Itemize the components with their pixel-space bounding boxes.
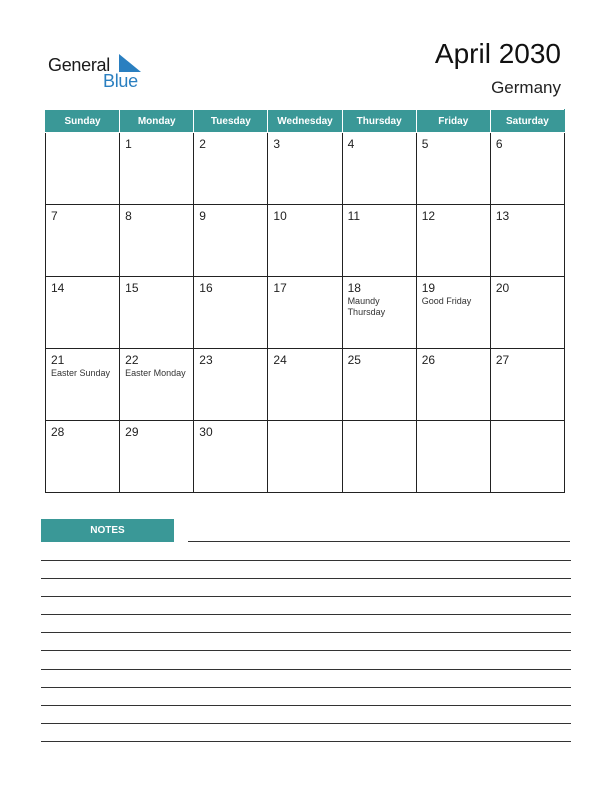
day-number: 26 [421,353,436,367]
day-number: 18 [347,281,361,295]
week-row [46,205,565,277]
day-number: 7 [51,209,58,223]
day-cell [194,133,268,205]
week-row [46,133,565,205]
note-line [41,723,571,724]
week-row [46,277,565,349]
day-cell [416,277,490,349]
logo-text-blue: Blue [103,71,138,91]
weekday-wednesday: Wednesday [268,110,342,133]
week-row [46,421,565,493]
day-number: 22 [125,353,139,367]
day-number: 19 [421,281,436,295]
day-cell [342,349,416,421]
day-cell [268,349,342,421]
notes-header: NOTES [41,519,174,542]
day-cell [490,133,564,205]
day-number: 30 [199,425,213,439]
day-number: 11 [347,209,361,223]
day-number: 13 [495,209,510,223]
day-cell [120,349,194,421]
holiday-label: Easter Sunday [51,368,111,378]
weekday-monday: Monday [120,110,194,133]
note-line [41,596,571,597]
day-cell [490,205,564,277]
day-cell [416,421,490,493]
day-number: 12 [421,209,436,223]
day-number: 4 [347,137,355,151]
day-number: 29 [125,425,139,439]
day-number: 24 [273,353,287,367]
day-number: 6 [495,137,503,151]
day-number: 9 [199,209,206,223]
weekday-friday: Friday [416,110,490,133]
note-line [188,541,570,542]
note-line [41,669,571,670]
country-subtitle: Germany [491,78,561,97]
day-cell [194,205,268,277]
day-cell [268,421,342,493]
weekday-saturday: Saturday [490,110,564,133]
day-number: 16 [199,281,213,295]
day-cell [268,133,342,205]
day-cell [490,277,564,349]
note-line [41,705,571,706]
note-line [41,741,571,742]
day-cell [268,277,342,349]
day-cell [120,205,194,277]
day-number: 21 [51,353,65,367]
day-number: 3 [273,137,281,151]
day-cell [416,205,490,277]
day-cell [120,277,194,349]
day-number: 1 [125,137,132,151]
day-cell [342,421,416,493]
day-cell [416,349,490,421]
day-cell [194,277,268,349]
day-number: 28 [51,425,65,439]
day-cell [416,133,490,205]
note-line [41,650,571,651]
day-cell [194,421,268,493]
day-number: 8 [125,209,132,223]
calendar-title: April 2030 [434,38,561,69]
day-cell [342,277,416,349]
day-number: 17 [273,281,287,295]
day-cell [46,133,120,205]
weekday-sunday: Sunday [46,110,120,133]
note-line [41,560,571,561]
day-number: 10 [273,209,287,223]
note-line [41,632,571,633]
day-cell [342,205,416,277]
day-cell [120,421,194,493]
weekday-thursday: Thursday [342,110,416,133]
note-line [41,614,571,615]
day-cell [120,133,194,205]
day-cell [46,349,120,421]
day-cell [342,133,416,205]
logo-text-general: General [48,55,110,75]
day-cell [46,205,120,277]
day-number: 23 [199,353,213,367]
day-cell [268,205,342,277]
day-number: 2 [199,137,206,151]
calendar-grid [45,109,565,493]
day-cell [46,421,120,493]
week-row [46,349,565,421]
weekday-header-row [46,110,565,133]
holiday-label: Good Friday [421,296,472,306]
holiday-label: Maundy Thursday [347,296,386,317]
day-number: 25 [347,353,361,367]
day-cell [490,349,564,421]
day-number: 5 [421,137,429,151]
day-number: 20 [495,281,510,295]
note-line [41,687,571,688]
weekday-tuesday: Tuesday [194,110,268,133]
day-cell [490,421,564,493]
day-number: 14 [51,281,65,295]
day-cell [194,349,268,421]
note-line [41,578,571,579]
day-number: 27 [495,353,510,367]
logo [48,52,148,92]
holiday-label: Easter Monday [125,368,186,378]
day-number: 15 [125,281,139,295]
logo-triangle-icon [119,54,141,72]
day-cell [46,277,120,349]
